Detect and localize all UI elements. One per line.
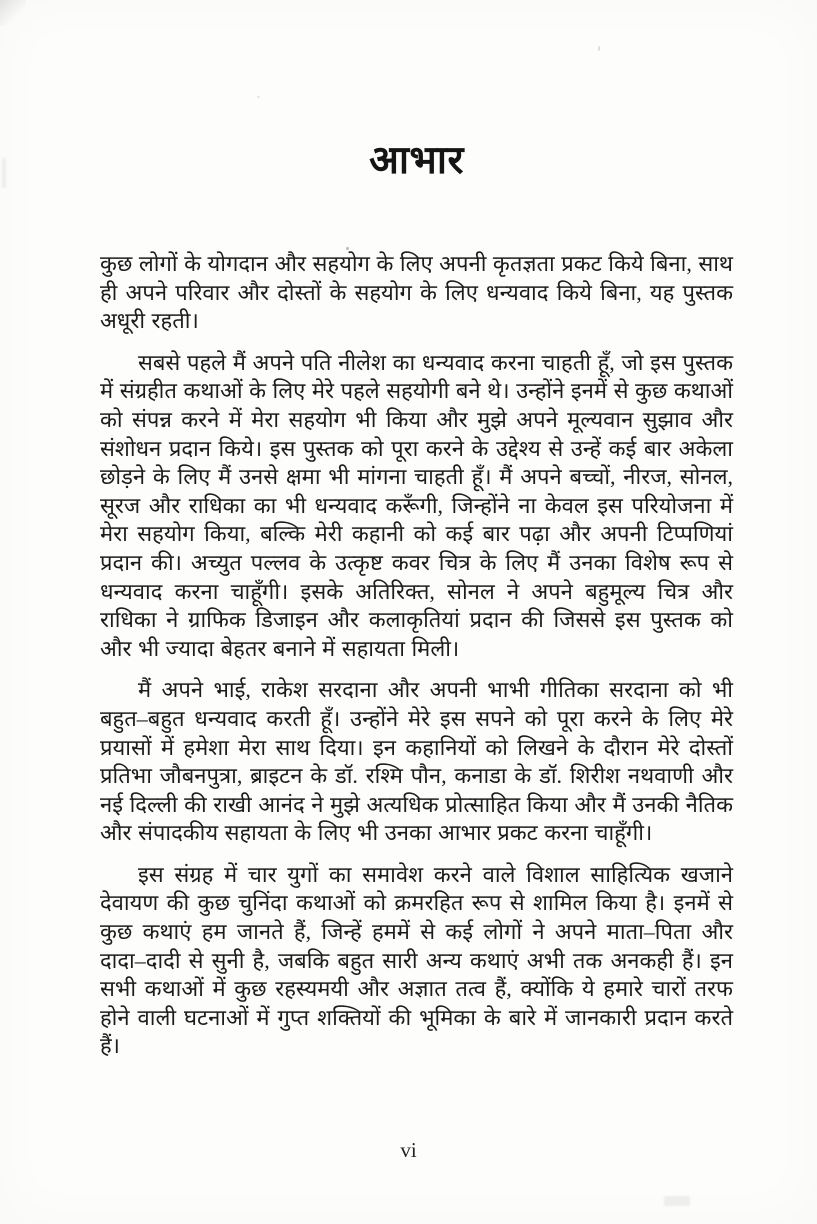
- scan-artifact: [598, 46, 600, 51]
- paragraph-2: सबसे पहले मैं अपने पति नीलेश का धन्यवाद करना चाहती हूँ, जो इस पुस्तक में संग्रहीत कथाओं के लिए मेरे पहले सहयोगी बने थे। उन्होंने इनमें से कुछ कथाओं को संपन्न करने में मेरा सहयोग भी किया और मुझे अपने मूल्यवान सुझाव और संशोधन प्रदान किये। इस पुस्तक को पूरा करने के उद्देश्य से उन्हें कई बार अकेला छोड़ने के लिए मैं उनसे क्षमा भी मांगना चाहती हूँ। मैं अपने बच्चों, नीरज, सोनल, सूरज और राधिका का भी धन्यवाद करूँगी, जिन्होंने ना केवल इस परियोजना में मेरा सहयोग किया, बल्कि मेरी कहानी को कई बार पढ़ा और अपनी टिप्पणियां प्रदान की। अच्युत पल्लव के उत्कृष्ट कवर चित्र के लिए मैं उनका विशेष रूप से धन्यवाद करना चाहूँगी। इसके अतिरिक्त, सोनल ने अपने बहुमूल्य चित्र और राधिका ने ग्राफिक डिजाइन और कलाकृतियां प्रदान की जिससे इस पुस्तक को और भी ज्यादा बेहतर बनाने में सहायता मिली।: [100, 349, 733, 661]
- scan-artifact: [2, 158, 6, 188]
- scan-artifact: [257, 96, 260, 98]
- paragraph-1: कुछ लोगों के योगदान और सहयोग के लिए अपनी कृतज्ञता प्रकट किये बिना, साथ ही अपने परिवार और दोस्तों के सहयोग के लिए धन्यवाद किये बिना, यह पुस्तक अधूरी रहती।: [100, 251, 733, 334]
- page-body: [100, 250, 733, 1074]
- paragraph-4: इस संग्रह में चार युगों का समावेश करने वाले विशाल साहित्यिक खजाने देवायण की कुछ चुनिंदा कथाओं को क्रमरहित रूप से शामिल किया है। इनमें से कुछ कथाएं हम जानते हैं, जिन्हें हममें से कई लोगों ने अपने माता–पिता और दादा–दादी से सुनी है, जबकि बहुत सारी अन्य कथाएं अभी तक अनकही हैं। इन सभी कथाओं में कुछ रहस्यमयी और अज्ञात तत्व हैं, क्योंकि ये हमारे चारों तरफ होने वाली घटनाओं में गुप्त शक्तियों की भूमिका के बारे में जानकारी प्रदान करते हैं।: [100, 861, 733, 1059]
- scan-artifact: [664, 1196, 690, 1206]
- page-number: vi: [400, 1138, 417, 1162]
- scan-corner-shade: [0, 0, 26, 26]
- page-title: आभार: [369, 139, 464, 182]
- paragraph-3: मैं अपने भाई, राकेश सरदाना और अपनी भाभी गीतिका सरदाना को भी बहुत–बहुत धन्यवाद करती हूँ। उन्होंने मेरे इस सपने को पूरा करने के लिए मेरे प्रयासों में हमेशा मेरा साथ दिया। इन कहानियों को लिखने के दौरान मेरे दोस्तों प्रतिभा जौबनपुत्रा, ब्राइटन के डॉ. रश्मि पौन, कनाडा के डॉ. शिरीश नथवाणी और नई दिल्ली की राखी आनंद ने मुझे अत्यधिक प्रोत्साहित किया और मैं उनकी नैतिक और संपादकीय सहायता के लिए भी उनका आभार प्रकट करना चाहूँगी।: [100, 677, 733, 846]
